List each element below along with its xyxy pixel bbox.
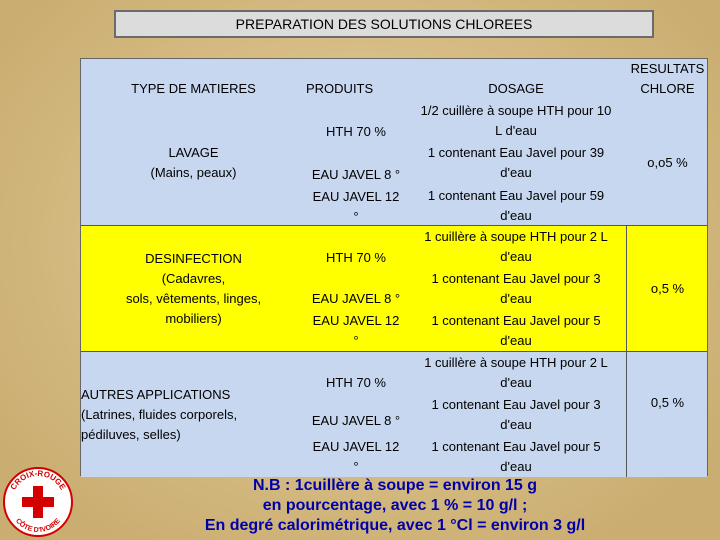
dosage-cell: 1 contenant Eau Javel pour 3 d'eau — [431, 271, 601, 306]
svg-text:CROIX-ROUGE: CROIX-ROUGE — [8, 468, 68, 492]
product-cell: EAU JAVEL 12 ° — [312, 313, 400, 348]
result-cell: 0,5 % — [650, 395, 685, 410]
product-cell: EAU JAVEL 12 ° — [312, 439, 400, 474]
dosage-cell: 1 contenant Eau Javel pour 39 d'eau — [427, 145, 605, 180]
title-text: PREPARATION DES SOLUTIONS CHLOREES — [235, 16, 533, 32]
footnote-line: en pourcentage, avec 1 % = 10 g/l ; — [262, 497, 528, 514]
result-cell: o,5 % — [650, 281, 685, 296]
solutions-table — [80, 58, 708, 476]
product-cell: HTH 70 % — [326, 375, 386, 390]
product-cell: HTH 70 % — [326, 250, 386, 265]
product-cell: HTH 70 % — [326, 124, 386, 139]
footnote-line: N.B : 1cuillère à soupe = environ 15 g — [252, 477, 538, 494]
dosage-cell: 1 contenant Eau Javel pour 3 d'eau — [431, 397, 601, 432]
product-cell: EAU JAVEL 8 ° — [311, 291, 401, 306]
type-autres: AUTRES APPLICATIONS (Latrines, fluides corporels, pédiluves, selles) — [81, 387, 238, 442]
dosage-cell: 1 contenant Eau Javel pour 5 d'eau — [431, 313, 601, 348]
result-cell: o,o5 % — [647, 155, 688, 170]
row-divider — [81, 351, 707, 352]
footnote — [150, 476, 640, 536]
product-cell: EAU JAVEL 8 ° — [311, 167, 401, 182]
dosage-cell: 1 contenant Eau Javel pour 5 d'eau — [431, 439, 601, 474]
page-title — [114, 10, 654, 38]
header-dosage: DOSAGE — [488, 81, 544, 96]
header-produits: PRODUITS — [306, 81, 374, 96]
svg-text:CÔTE D'IVOIRE: CÔTE D'IVOIRE — [14, 517, 62, 535]
product-cell: EAU JAVEL 8 ° — [311, 413, 401, 428]
dosage-cell: 1 cuillère à soupe HTH pour 2 L d'eau — [424, 355, 608, 390]
dosage-cell: 1/2 cuillère à soupe HTH pour 10 L d'eau — [420, 103, 612, 138]
header-resultats: RESULTATS CHLORE — [630, 61, 705, 96]
croix-rouge-logo-icon — [2, 466, 74, 538]
type-desinfection: DESINFECTION (Cadavres, sols, vêtements, linges, mobiliers) — [125, 251, 262, 326]
dosage-cell: 1 cuillère à soupe HTH pour 2 L d'eau — [424, 229, 608, 264]
header-type: TYPE DE MATIERES — [131, 81, 256, 96]
dosage-cell: 1 contenant Eau Javel pour 59 d'eau — [427, 188, 605, 223]
product-cell: EAU JAVEL 12 ° — [312, 189, 400, 224]
type-lavage: LAVAGE (Mains, peaux) — [150, 145, 237, 180]
footnote-line: En degré calorimétrique, avec 1 °Cl = environ 3 g/l — [204, 517, 586, 534]
